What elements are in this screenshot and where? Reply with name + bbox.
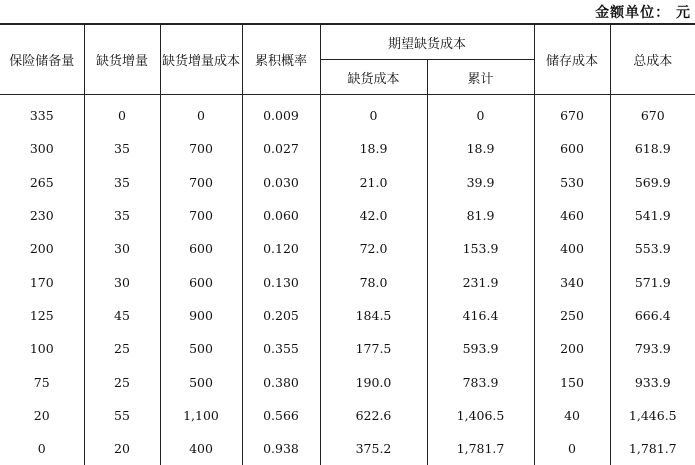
table-row [0,232,695,265]
safety-stock-cell: 230 [0,199,84,232]
cumulative-cell: 783.9 [427,365,534,398]
holding-cost-cell: 250 [534,299,610,332]
shortage-increase-cost-cell: 700 [160,199,242,232]
shortage-cost-cell: 78.0 [320,265,427,298]
cumulative-probability-cell: 0.060 [242,199,320,232]
cumulative-probability-cell: 0.380 [242,365,320,398]
holding-cost-cell: 340 [534,265,610,298]
shortage-increase-cell: 35 [84,199,160,232]
shortage-increase-cost-cell: 1,100 [160,399,242,432]
holding-cost-cell: 200 [534,332,610,365]
safety-stock-cell: 100 [0,332,84,365]
table-row [0,365,695,398]
cumulative-cell: 39.9 [427,166,534,199]
shortage-increase-cell: 35 [84,166,160,199]
holding-cost-cell: 670 [534,95,610,133]
total-cost-cell: 569.9 [610,166,695,199]
total-cost-cell: 1,446.5 [610,399,695,432]
table-row [0,265,695,298]
shortage-increase-cost-cell: 0 [160,95,242,133]
shortage-cost-cell: 72.0 [320,232,427,265]
shortage-increase-cell: 45 [84,299,160,332]
cumulative-probability-cell: 0.566 [242,399,320,432]
holding-cost-cell: 600 [534,132,610,165]
table-row [0,95,695,133]
safety-stock-cell: 0 [0,432,84,465]
safety-stock-cell: 170 [0,265,84,298]
holding-cost-cell: 400 [534,232,610,265]
shortage-increase-cost-cell: 700 [160,166,242,199]
shortage-increase-cell: 30 [84,232,160,265]
shortage-increase-cell: 35 [84,132,160,165]
cumulative-cell: 18.9 [427,132,534,165]
shortage-cost-cell: 190.0 [320,365,427,398]
cumulative-cell: 593.9 [427,332,534,365]
header-cumulative-probability: 累积概率 [242,24,320,95]
holding-cost-cell: 530 [534,166,610,199]
safety-stock-cell: 20 [0,399,84,432]
total-cost-cell: 670 [610,95,695,133]
shortage-increase-cost-cell: 400 [160,432,242,465]
cumulative-cell: 1,406.5 [427,399,534,432]
shortage-increase-cell: 25 [84,365,160,398]
total-cost-cell: 933.9 [610,365,695,398]
table-row [0,299,695,332]
shortage-cost-cell: 375.2 [320,432,427,465]
total-cost-cell: 571.9 [610,265,695,298]
table-row [0,332,695,365]
header-total-cost: 总成本 [610,24,695,95]
shortage-increase-cost-cell: 500 [160,332,242,365]
shortage-increase-cell: 55 [84,399,160,432]
total-cost-cell: 553.9 [610,232,695,265]
cumulative-probability-cell: 0.938 [242,432,320,465]
cumulative-probability-cell: 0.205 [242,299,320,332]
header-shortage-cost: 缺货成本 [320,60,427,95]
safety-stock-cell: 265 [0,166,84,199]
shortage-cost-cell: 177.5 [320,332,427,365]
safety-stock-cost-table [0,23,695,465]
table-row [0,166,695,199]
cumulative-cell: 416.4 [427,299,534,332]
holding-cost-cell: 40 [534,399,610,432]
total-cost-cell: 1,781.7 [610,432,695,465]
total-cost-cell: 618.9 [610,132,695,165]
cumulative-probability-cell: 0.130 [242,265,320,298]
shortage-increase-cell: 20 [84,432,160,465]
shortage-increase-cell: 0 [84,95,160,133]
cumulative-probability-cell: 0.120 [242,232,320,265]
cumulative-probability-cell: 0.027 [242,132,320,165]
table-row [0,199,695,232]
shortage-increase-cell: 25 [84,332,160,365]
shortage-increase-cost-cell: 500 [160,365,242,398]
total-cost-cell: 541.9 [610,199,695,232]
header-expected-shortage-cost: 期望缺货成本 [320,24,534,60]
holding-cost-cell: 0 [534,432,610,465]
header-shortage-increase: 缺货增量 [84,24,160,95]
shortage-increase-cost-cell: 600 [160,265,242,298]
safety-stock-cell: 335 [0,95,84,133]
cumulative-cell: 153.9 [427,232,534,265]
table-row [0,399,695,432]
cumulative-probability-cell: 0.355 [242,332,320,365]
shortage-cost-cell: 184.5 [320,299,427,332]
cumulative-cell: 231.9 [427,265,534,298]
cumulative-probability-cell: 0.009 [242,95,320,133]
header-safety-stock: 保险储备量 [0,24,84,95]
unit-label: 金额单位： 元 [595,2,691,22]
shortage-increase-cost-cell: 900 [160,299,242,332]
shortage-increase-cell: 30 [84,265,160,298]
header-shortage-increase-cost: 缺货增量成本 [160,24,242,95]
shortage-cost-cell: 21.0 [320,166,427,199]
shortage-increase-cost-cell: 700 [160,132,242,165]
safety-stock-cell: 200 [0,232,84,265]
shortage-cost-cell: 42.0 [320,199,427,232]
shortage-cost-cell: 622.6 [320,399,427,432]
header-cumulative: 累计 [427,60,534,95]
shortage-cost-cell: 18.9 [320,132,427,165]
shortage-cost-cell: 0 [320,95,427,133]
safety-stock-cell: 125 [0,299,84,332]
safety-stock-cell: 75 [0,365,84,398]
table-body [0,95,695,465]
total-cost-cell: 666.4 [610,299,695,332]
table-row [0,132,695,165]
cumulative-cell: 1,781.7 [427,432,534,465]
header-holding-cost: 储存成本 [534,24,610,95]
total-cost-cell: 793.9 [610,332,695,365]
cumulative-cell: 81.9 [427,199,534,232]
safety-stock-cell: 300 [0,132,84,165]
shortage-increase-cost-cell: 600 [160,232,242,265]
cumulative-probability-cell: 0.030 [242,166,320,199]
holding-cost-cell: 460 [534,199,610,232]
cumulative-cell: 0 [427,95,534,133]
table-row [0,432,695,465]
holding-cost-cell: 150 [534,365,610,398]
